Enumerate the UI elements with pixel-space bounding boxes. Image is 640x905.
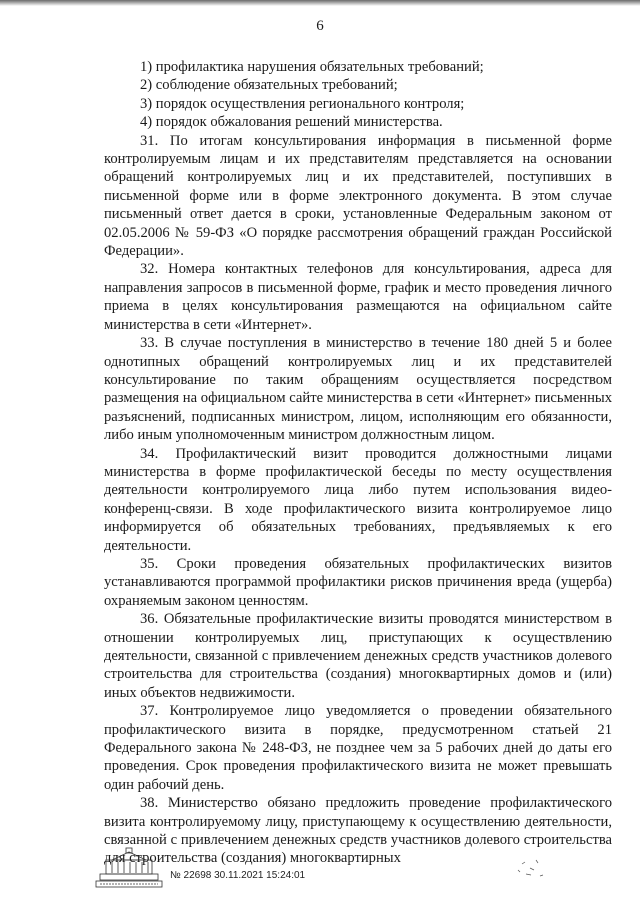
paragraph: 32. Номера контактных телефонов для консультирования, адреса для направления запросов в письменной форме, график и место проведения личного приема в целях консультирования размещаются на официальном сайте министерства в сети «Интернет». — [104, 261, 612, 333]
paragraph: 31. По итогам консультирования информация в письменной форме контролируемым лицам и их представителям представляется на основании обращений контролируемых лиц и их представителей, поступивших в письменной форме или в форме электронного документа. В этом случае письменный ответ дается в сроки, установленные Федеральным законом от 02.05.2006 № 59-ФЗ «О порядке рассмотрения обращений граждан Российской Федерации». — [104, 132, 612, 260]
building-stamp-icon — [92, 846, 166, 890]
page-footer — [92, 846, 612, 896]
document-body — [104, 58, 612, 868]
scan-edge — [0, 0, 640, 6]
paragraph: 3) порядок осуществления регионального контроля; — [140, 95, 465, 112]
paragraph: 2) соблюдение обязательных требований; — [140, 77, 398, 94]
paragraph: 34. Профилактический визит проводится должностными лицами министерства в форме профилактической беседы по месту осуществления деятельности контролируемого лица либо путем использования видео-конференц-связи. В ходе профилактического визита контролируемое лицо информируется об обязательных требованиях, предъявляемых к его деятельности. — [104, 445, 612, 554]
paragraph: 33. В случае поступления в министерство в течение 180 дней 5 и более однотипных обращений контролируемых лиц и их представителей консультирование по таким обращениям осуществляется посредством размещения на официальном сайте министерства в сети «Интернет» письменных разъяснений, подписанных министром, лицом, исполняющим его обязанности, либо иным уполномоченным министром должностным лицом. — [104, 335, 612, 444]
paragraph: 37. Контролируемое лицо уведомляется о проведении обязательного профилактического визита в порядке, предусмотренном статьей 21 Федерального закона № 248-ФЗ, не позднее чем за 5 рабочих дней до даты его проведения. Срок проведения профилактического визита не может превышать один рабочий день. — [104, 703, 612, 793]
paragraph: 35. Сроки проведения обязательных профилактических визитов устанавливаются программой профилактики рисков причинения вреда (ущерба) охраняемым законом ценностям. — [104, 555, 612, 609]
paragraph: 1) профилактика нарушения обязательных требований; — [140, 59, 484, 75]
page-number: 6 — [316, 18, 324, 34]
paragraph: 36. Обязательные профилактические визиты проводятся министерством в отношении контролируемых лиц, приступающих к осуществлению деятельности, связанной с привлечением денежных средств участников долевого строительства для строительства (создания) многоквартирных домов и (или) иных объектов недвижимости. — [104, 611, 612, 701]
scan-mark-icon — [502, 846, 562, 886]
paragraph: 4) порядок обжалования решений министерства. — [140, 114, 443, 131]
paragraph: 38. Министерство обязано предложить проведение профилактического визита контролируемому лицу, приступающему к осуществлению деятельности, связанной с привлечением денежных средств участников долевого строительства для строительства (создания) многоквартирных — [104, 795, 612, 867]
document-registration-meta: № 22698 30.11.2021 15:24:01 — [170, 870, 306, 881]
